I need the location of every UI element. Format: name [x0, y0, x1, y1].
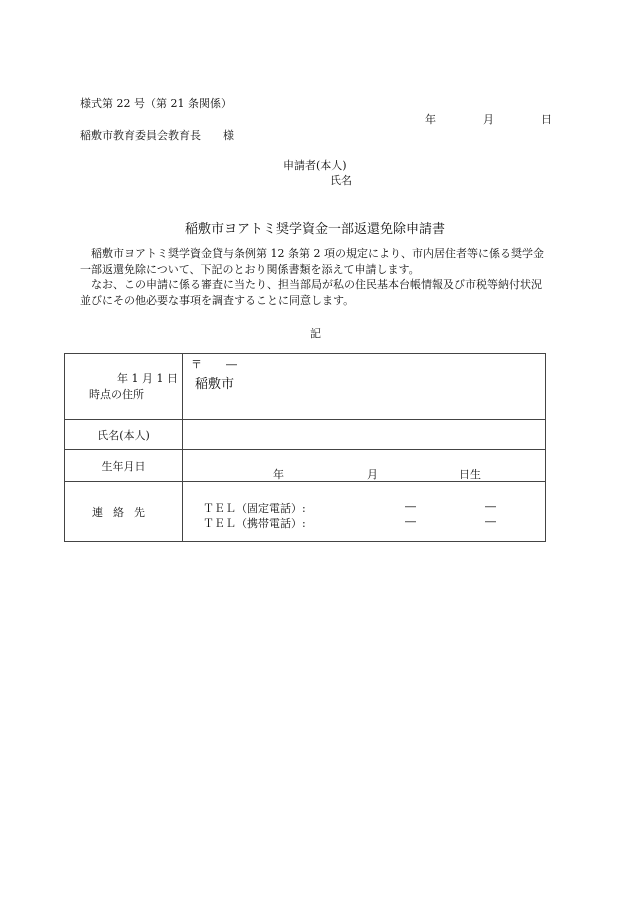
date-day-label: 日	[541, 113, 552, 126]
applicant-name-label: 氏名	[330, 174, 352, 187]
tel-landline-dash-1: ―	[405, 500, 416, 513]
contact-label-cell: 連絡先	[65, 482, 183, 542]
postal-mark-icon: 〒	[191, 358, 202, 371]
addressee	[80, 127, 234, 143]
tel-landline-dash-2: ―	[485, 500, 496, 513]
table-row-address	[65, 354, 546, 420]
table-row-birthdate	[65, 450, 546, 482]
birthdate-month-label: 月	[367, 468, 378, 481]
body-text	[80, 246, 550, 308]
birthdate-year-label: 年	[273, 468, 284, 481]
tel-mobile-label: ＴＥＬ（携帯電話）:	[203, 517, 306, 530]
address-input-cell[interactable]	[183, 354, 546, 420]
addressee-suffix: 様	[223, 129, 234, 142]
body-paragraph-1: 稲敷市ヨアトミ奨学資金貸与条例第 12 条第 2 項の規定により、市内居住者等に係る奨学金一部返還免除について、下記のとおり関係書類を添えて申請します。	[80, 247, 544, 276]
address-label-line1: 年 1 月 1 日	[117, 371, 178, 385]
tel-landline-label: ＴＥＬ（固定電話）:	[203, 502, 306, 515]
postal-code-field[interactable]	[191, 356, 237, 372]
table-row-name	[65, 420, 546, 450]
birthdate-input-cell[interactable]	[183, 450, 546, 482]
contact-input-cell[interactable]	[183, 482, 546, 542]
date-year-label: 年	[425, 113, 436, 126]
address-label-cell	[65, 354, 183, 420]
body-paragraph-2: なお、この申請に係る審査に当たり、担当部局が私の住民基本台帳情報及び市税等納付状況並びにその他必要な事項を調査することに同意します。	[80, 278, 542, 307]
postal-dash: ―	[226, 358, 237, 371]
birthdate-label-cell: 生年月日	[65, 450, 183, 482]
name-label-cell: 氏名(本人)	[65, 420, 183, 450]
tel-landline-row[interactable]	[203, 500, 503, 516]
date-month-label: 月	[483, 113, 494, 126]
ki-heading: 記	[310, 327, 321, 340]
tel-mobile-row[interactable]	[203, 515, 503, 531]
tel-mobile-dash-1: ―	[405, 515, 416, 528]
form-number: 様式第 22 号（第 21 条関係）	[80, 97, 232, 110]
document-title: 稲敷市ヨアトミ奨学資金一部返還免除申請書	[184, 222, 445, 237]
address-city: 稲敷市	[195, 377, 235, 392]
applicant-label: 申請者(本人)	[283, 159, 347, 172]
tel-mobile-dash-2: ―	[485, 515, 496, 528]
name-input-cell[interactable]	[183, 420, 546, 450]
addressee-name: 稲敷市教育委員会教育長	[80, 129, 201, 142]
address-label-line2: 時点の住所	[89, 387, 144, 401]
application-table	[64, 353, 546, 542]
table-row-contact	[65, 482, 546, 542]
birthdate-day-label: 日生	[459, 468, 481, 481]
